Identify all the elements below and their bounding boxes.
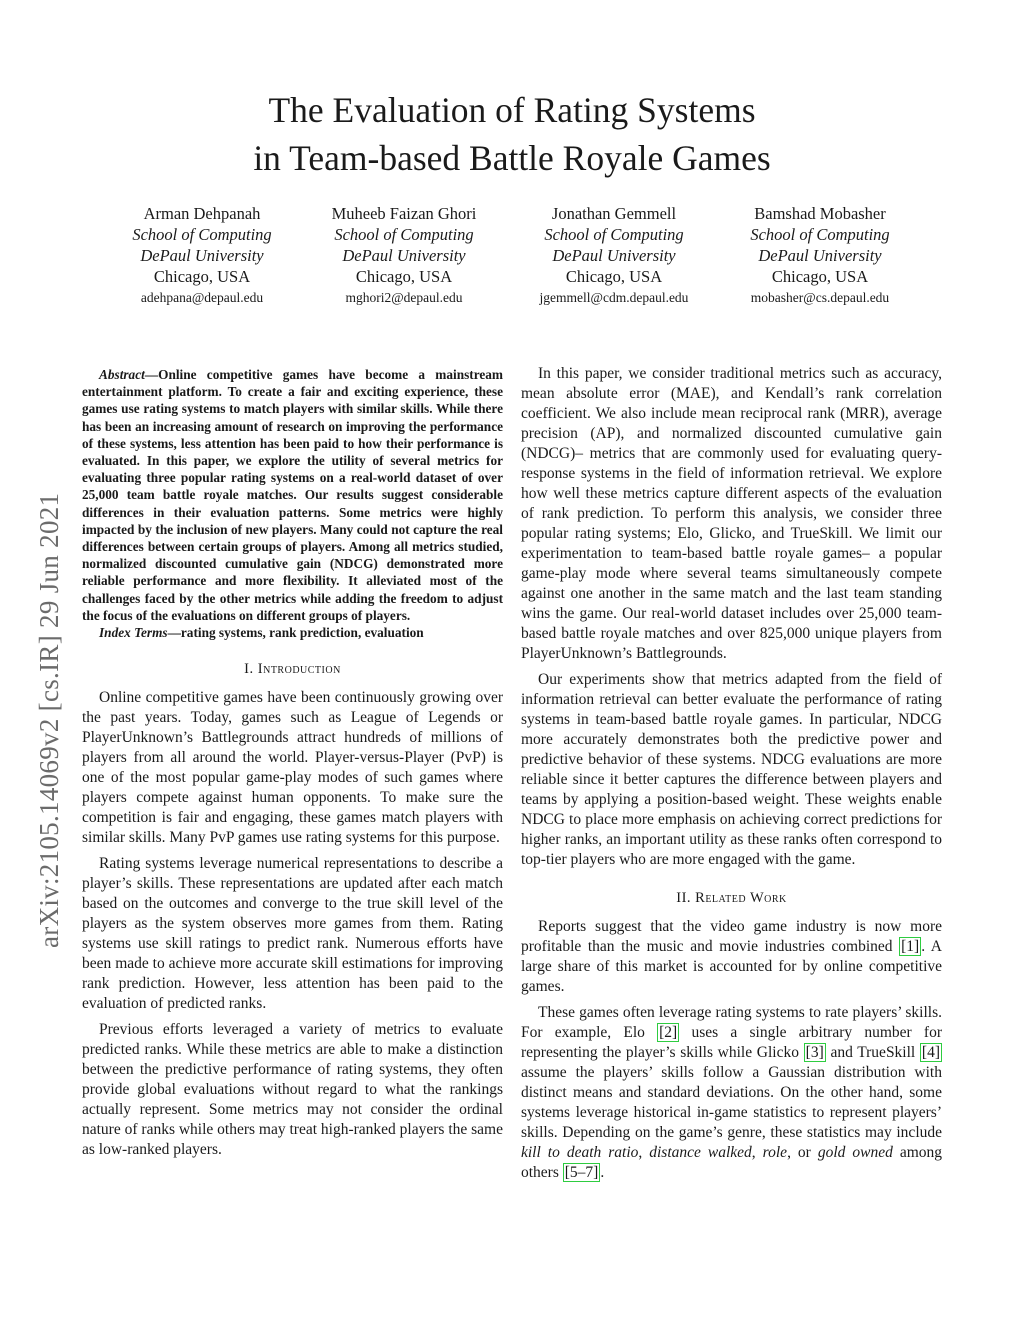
author-name: Jonathan Gemmell — [551, 204, 677, 223]
author-email[interactable]: mghori2@depaul.edu — [345, 290, 463, 305]
text-run: These games often leverage rating systems to rate players’ skills. For example, Elo — [521, 1004, 942, 1041]
author-4 — [705, 203, 935, 308]
index-terms — [82, 624, 503, 641]
arxiv-sidebar — [34, 368, 68, 948]
author-univ: DePaul University — [342, 246, 466, 265]
section-number: II. — [676, 890, 696, 906]
paper-title — [0, 86, 1024, 182]
author-1 — [87, 203, 317, 308]
citation-link[interactable]: [1] — [901, 938, 920, 955]
author-name: Arman Dehpanah — [143, 204, 261, 223]
author-dept: School of Computing — [750, 225, 890, 244]
left-column — [82, 366, 503, 1160]
author-email[interactable]: jgemmell@cdm.depaul.edu — [539, 290, 689, 305]
title-line-2: in Team-based Battle Royale Games — [253, 138, 771, 178]
author-dept: School of Computing — [544, 225, 684, 244]
author-univ: DePaul University — [552, 246, 676, 265]
text-run: among others — [521, 1144, 943, 1181]
abstract-text: —Online competitive games have become a mainstream entertainment platform. To create a fair and exciting experience, these games use rating systems to match players with similar skills. While there has been an increasing amount of research on improving the performance of these systems, less attention has been paid to how their performance is evaluated. In this paper, we explore the utility of several metrics for evaluating three popular rating systems on a real-world dataset of over 25,000 team battle royale matches. Our results suggest considerable differences in their evaluation patterns. Some metrics were highly impacted by the inclusion of new players. Many could not capture the real differences between certain groups of players. Among all metrics studied, normalized discounted cumulative gain (NDCG) demonstrated more reliable performance and more flexibility. It alleviated most of the challenges faced by the other metrics while adding the freedom to adjust the focus of the evaluations on different groups of players. — [82, 367, 503, 623]
author-email[interactable]: mobasher@cs.depaul.edu — [750, 290, 890, 305]
emphasis-term: distance walked — [649, 1144, 752, 1161]
intro-paragraph-2: Rating systems leverage numerical representations to describe a player’s skills. These representations are updated after each match based on the outcomes and converge to the true skill level of the players as the system observes more games from them. Rating systems use skill ratings to predict rank. Numerous efforts have been made to achieve more accurate skill estimations for improving rank prediction. However, less attention has been paid to the evaluation of predicted ranks. — [82, 855, 503, 1013]
section-heading-introduction — [82, 659, 503, 679]
right-column — [521, 364, 942, 1183]
author-dept: School of Computing — [132, 225, 272, 244]
author-location: Chicago, USA — [355, 267, 453, 286]
title-line-1: The Evaluation of Rating Systems — [268, 90, 756, 130]
author-name: Bamshad Mobasher — [754, 204, 886, 223]
text-run: . A large share of this market is accounted for by online competitive games. — [521, 938, 943, 995]
abstract-label: Abstract — [99, 367, 145, 382]
author-name: Muheeb Faizan Ghori — [331, 204, 477, 223]
related-work-paragraph-2 — [521, 1003, 942, 1183]
text-run: Reports suggest that the video game industry is now more profitable than the music and movie industries combined — [521, 918, 942, 955]
citation-link[interactable]: [3] — [805, 1044, 824, 1061]
intro-paragraph-3: Previous efforts leveraged a variety of metrics to evaluate predicted ranks. While these metrics are able to make a distinction between the predictive performance of rating systems, they often provide global evaluations without regard to what the rankings actually represent. Some metrics may not consider the ordinal nature of ranks while others may treat high-ranked players the same as low-ranked players. — [82, 1021, 503, 1159]
emphasis-term: role — [762, 1144, 788, 1161]
arxiv-identifier[interactable]: arXiv:2105.14069v2 [cs.IR] 29 Jun 2021 — [34, 492, 64, 948]
intro-paragraph-1: Online competitive games have been continuously growing over the past years. Today, games such as League of Legends or PlayerUnknown’s Battlegrounds attract hundreds of millions of players from all around the world. Player-versus-Player (PvP) is one of the most popular game-play modes of such games where players compete against human opponents. To make sure the competition is fair and engaging, these games match players with similar skills. Many PvP games use rating systems for this purpose. — [82, 689, 503, 847]
author-2 — [289, 203, 519, 308]
citation-link[interactable]: [5–7] — [564, 1164, 599, 1181]
text-run: , — [751, 1144, 763, 1161]
author-location: Chicago, USA — [565, 267, 663, 286]
citation-link[interactable]: [4] — [921, 1044, 940, 1061]
author-univ: DePaul University — [758, 246, 882, 265]
section-title: Introduction — [257, 661, 341, 678]
emphasis-term: gold owned — [817, 1144, 893, 1161]
text-run: , or — [787, 1144, 818, 1161]
author-location: Chicago, USA — [771, 267, 869, 286]
author-dept: School of Computing — [334, 225, 474, 244]
citation-link[interactable]: [2] — [659, 1024, 678, 1041]
text-run: uses a single arbitrary number for representing the player’s skills while Glicko — [521, 1024, 942, 1061]
section-heading-related-work — [521, 888, 942, 908]
related-work-paragraph-1 — [521, 917, 942, 997]
author-3 — [499, 203, 729, 308]
author-location: Chicago, USA — [153, 267, 251, 286]
section-title: Related Work — [695, 890, 787, 906]
text-run: , — [638, 1144, 650, 1161]
body-paragraph-1: In this paper, we consider traditional metrics such as accuracy, mean absolute error (MAE), and Kendall’s rank correlation coefficient. We also include mean reciprocal rank (MRR), average precision (AP), and normalized discounted cumulative gain (NDCG)– metrics that are commonly used for evaluating query-response systems in the field of information retrieval. We explore how well these metrics capture different aspects of the evaluation of rank prediction. To perform this analysis, we consider three popular rating systems; Elo, Glicko, and TrueSkill. We limit our experimentation to team-based battle royale games– a popular game-play mode where several teams simultaneously compete against one another in the same match and the last team standing wins the game. Our real-world dataset includes over 25,000 team-based battle royale matches and over 825,000 unique players from PlayerUnknown’s Battlegrounds. — [521, 365, 942, 662]
abstract — [82, 366, 503, 624]
author-univ: DePaul University — [140, 246, 264, 265]
index-terms-label: Index Terms — [99, 625, 168, 641]
body-paragraph-2: Our experiments show that metrics adapted from the field of information retrieval can better evaluate the performance of rating systems in team-based battle royale games. In particular, NDCG more accurately demonstrates both the predictive power and predictive behavior of these systems. NDCG evaluations are more reliable since it better captures the difference between players and teams by applying a position-based weight. These weights enable NDCG to place more emphasis on achieving correct predictions for higher ranks, an important utility as these ranks often correspond to top-tier players who are more engaged with the game. — [521, 671, 942, 868]
emphasis-term: kill to death ratio — [521, 1144, 639, 1161]
text-run: . — [600, 1164, 605, 1181]
section-number: I. — [244, 661, 258, 678]
text-run: and TrueSkill — [825, 1044, 920, 1061]
text-run: assume the players’ skills follow a Gaussian distribution with distinct means and standard deviations. On the other hand, some systems leverage historical in-game statistics to represent players’ skills. Depending on the game’s genre, these statistics may include — [521, 1064, 942, 1141]
index-terms-text: —rating systems, rank prediction, evaluation — [167, 625, 424, 641]
author-email[interactable]: adehpana@depaul.edu — [140, 290, 264, 305]
